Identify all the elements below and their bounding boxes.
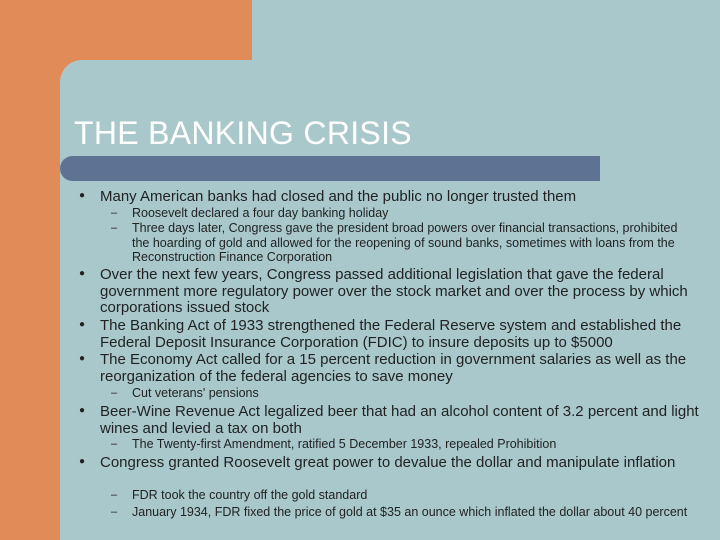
list-item: The Economy Act called for a 15 percent reduction in government salaries as well as the reorganization of the federal agencies to save money	[100, 351, 687, 385]
dash-icon: –	[110, 438, 118, 450]
list-item: The Banking Act of 1933 strengthened the Federal Reserve system and established the Federal Deposit Insurance Corporation (FDIC) to insure deposits up to $5000	[100, 317, 682, 351]
dash-icon: –	[110, 207, 118, 219]
list-item: Beer-Wine Revenue Act legalized beer that had an alcohol content of 3.2 percent and light wines and levied a tax on both	[100, 403, 699, 437]
sub-list-item: Cut veterans' pensions	[132, 386, 259, 400]
bullet-icon: ●	[78, 353, 86, 364]
bullet-icon: ●	[78, 268, 86, 279]
bullet-icon: ●	[78, 190, 86, 201]
list-item: Over the next few years, Congress passed additional legislation that gave the federal government more regulatory power over the stock market and over the process by which corporations issued stock	[100, 266, 688, 316]
sub-list-item: January 1934, FDR fixed the price of gold at $35 an ounce which inflated the dollar about 40 percent	[132, 505, 688, 519]
bullet-icon: ●	[78, 405, 86, 416]
sub-list-item: The Twenty-first Amendment, ratified 5 December 1933, repealed Prohibition	[132, 437, 557, 451]
dash-icon: –	[110, 387, 118, 399]
dash-icon: –	[110, 489, 118, 501]
bullet-icon: ●	[78, 319, 86, 330]
dash-icon: –	[110, 506, 118, 518]
bullet-icon: ●	[78, 456, 86, 467]
sub-list-item: Roosevelt declared a four day banking holiday	[132, 206, 389, 220]
dash-icon: –	[110, 222, 118, 234]
sub-list-item: Three days later, Congress gave the president broad powers over financial transactions, prohibited the hoarding of gold and allowed for the reopening of sound banks, sometimes with loans from the Reconstruction Finance Corporation	[132, 221, 678, 264]
list-item: Many American banks had closed and the public no longer trusted them	[100, 188, 577, 205]
slide-title: THE BANKING CRISIS	[74, 115, 412, 151]
sub-list-item: FDR took the country off the gold standard	[132, 488, 368, 502]
list-item: Congress granted Roosevelt great power to devalue the dollar and manipulate inflation	[100, 454, 676, 471]
